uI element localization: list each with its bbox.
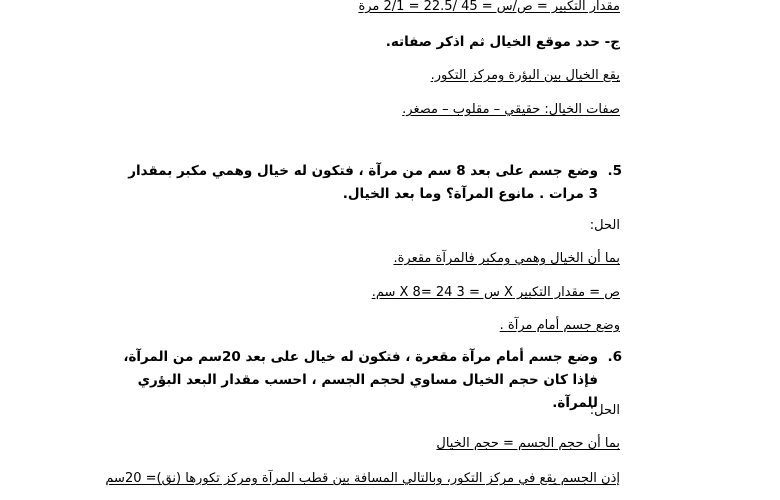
question-5-solution-label: الحل:	[589, 218, 620, 233]
question-6-text: وضع جسم أمام مرآة مقعرة ، فتكون له خيال على بعد 20سم من المرآة، فإذا كان حجم الخيال مساوي لحجم الجسم ، احسب مقدار البعد البؤري للمرآة.	[123, 349, 598, 411]
question-6-number: 6.	[607, 349, 622, 365]
part-c-question: ج- حدد موقع الخيال ثم اذكر صفاته.	[385, 34, 620, 50]
question-5-number: 5.	[607, 163, 622, 179]
image-location-answer: يقع الخيال بين البؤرة ومركز التكور.	[430, 68, 620, 83]
question-6-solution-label: الحل:	[589, 403, 620, 418]
question-5-answer-line-1: بما أن الخيال وهمي ومكبر فالمرآة مقعرة.	[393, 251, 620, 266]
magnification-line: مقدار التكبير = ص/س = 45 /22.5 = 2/1 مرة	[358, 0, 620, 14]
question-6-answer-line-2: إذن الجسم يقع في مركز التكور، وبالتالي المسافة بين قطب المرآة ومركز تكورها (نق)= 20سم	[105, 471, 620, 486]
image-properties-answer: صفات الخيال: حقيقي – مقلوب – مصغر.	[402, 102, 620, 117]
question-6	[120, 346, 620, 415]
question-5-answer-line-3: وضع جسم أمام مرآة .	[499, 318, 620, 333]
question-5-answer-line-2: ص = مقدار التكبير X س = 3 X 8= 24 سم.	[371, 285, 620, 300]
question-5	[120, 160, 620, 206]
question-5-text: وضع جسم على بعد 8 سم من مرآة ، فتكون له خيال وهمي مكبر بمقدار 3 مرات . مانوع المرآة؟ وما بعد الخيال.	[128, 163, 598, 202]
question-6-answer-line-1: بما أن حجم الجسم = حجم الخيال	[436, 436, 620, 451]
